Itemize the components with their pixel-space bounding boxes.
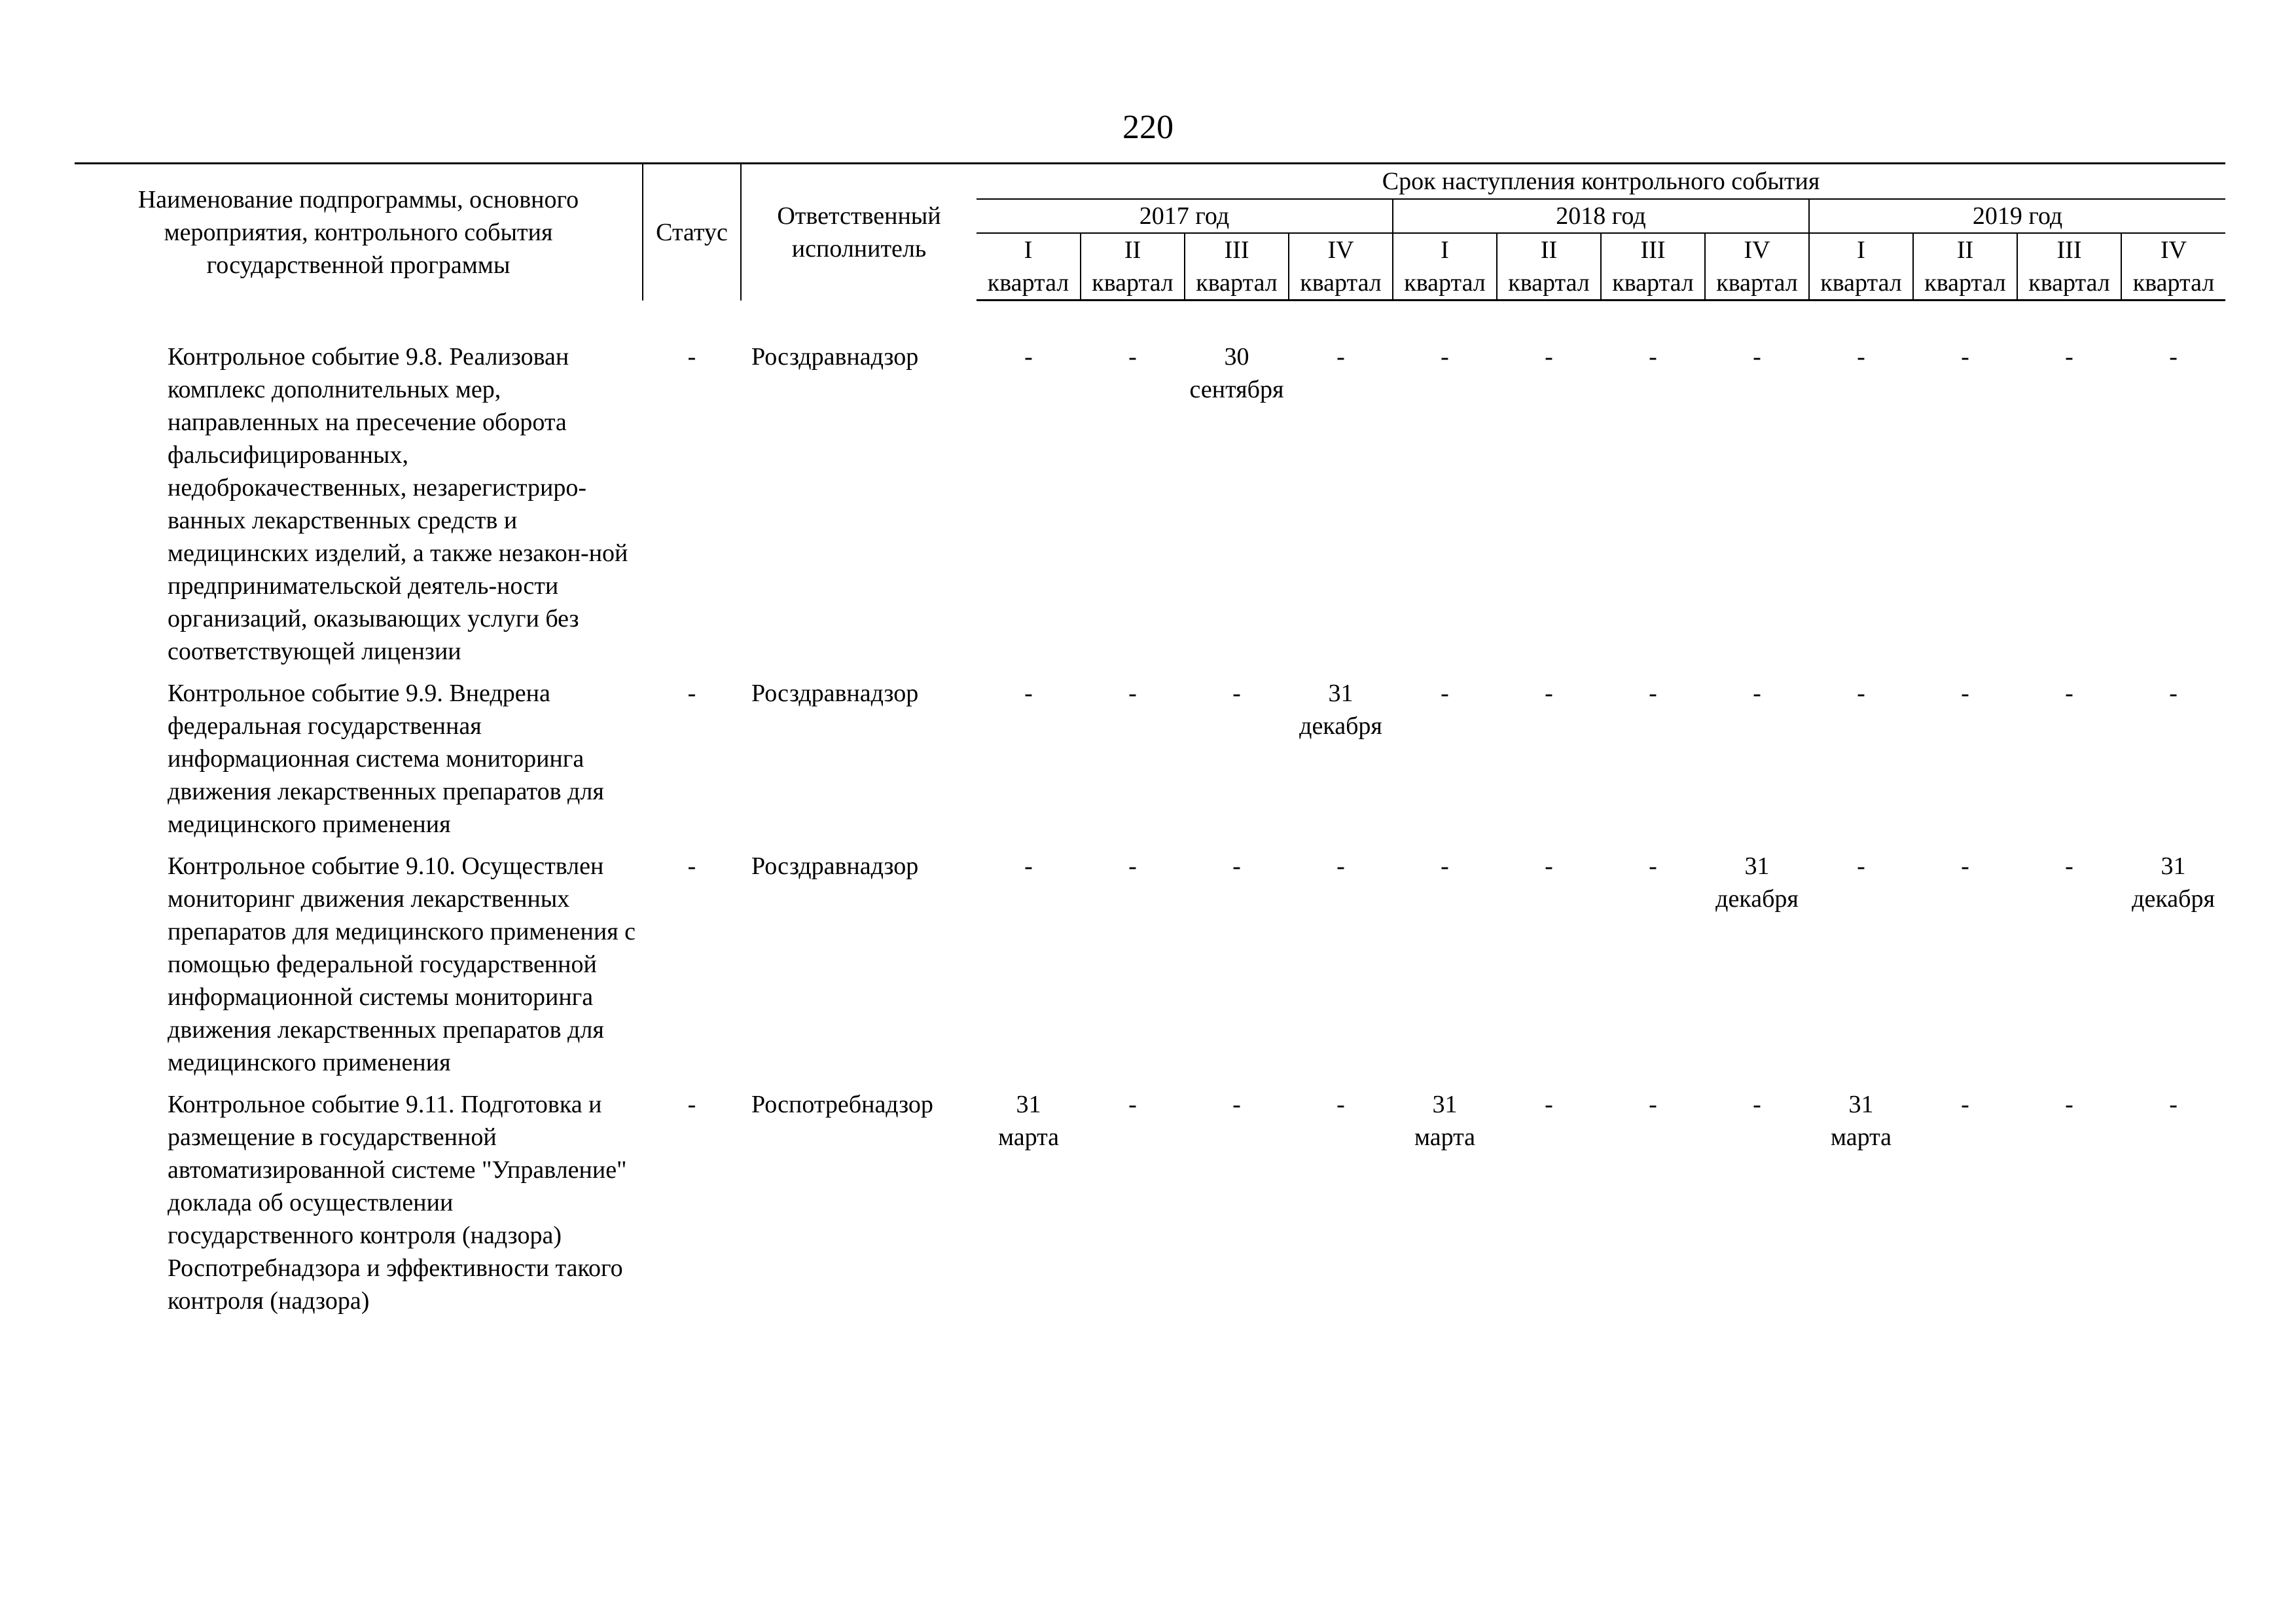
header-quarter-numeral: II xyxy=(1497,233,1601,266)
header-quarter-word: квартал xyxy=(2017,266,2121,301)
quarter-deadline-cell xyxy=(1497,1088,1601,1326)
table-row xyxy=(75,340,2225,677)
header-quarter-word: квартал xyxy=(2121,266,2225,301)
deadline-day: - xyxy=(1649,1091,1657,1118)
deadline-day: - xyxy=(1961,1091,1969,1118)
header-quarter-word: квартал xyxy=(1913,266,2017,301)
deadline-month: марта xyxy=(1830,1123,1892,1151)
deadline-day: - xyxy=(2065,852,2073,880)
deadline-day: - xyxy=(2065,680,2073,707)
deadline-day: - xyxy=(1441,852,1449,880)
event-name: Контрольное событие 9.8. Реализован комплекс дополнительных мер, направленных на пресечение оборота фальсифицированных, недоброкачественных, незарегистриро-ванных лекарственных средств и медицинских изделий, а также незакон-ной предпринимательской деятель-ности организаций, оказывающих услуги без соответствующей лицензии xyxy=(168,343,628,665)
header-year: 2018 год xyxy=(1393,199,1809,233)
header-quarter-numeral: I xyxy=(977,233,1081,266)
deadline-day: - xyxy=(1336,1091,1345,1118)
deadline-day: - xyxy=(1857,852,1865,880)
header-quarter-word: квартал xyxy=(1393,266,1497,301)
quarter-deadline-cell xyxy=(977,1088,1081,1326)
quarter-deadline-cell xyxy=(1497,850,1601,1088)
header-term-column: Срок наступления контрольного события xyxy=(977,164,2225,200)
quarter-deadline-cell xyxy=(1497,677,1601,850)
quarter-deadline-cell xyxy=(1913,340,2017,677)
quarter-deadline-cell xyxy=(977,677,1081,850)
event-status: - xyxy=(687,852,696,880)
deadline-day: - xyxy=(1128,680,1137,707)
quarter-deadline-cell xyxy=(1809,677,1913,850)
deadline-month: марта xyxy=(1414,1123,1476,1151)
header-quarter-numeral: III xyxy=(1601,233,1705,266)
deadline-day: - xyxy=(1753,1091,1761,1118)
deadline-day: - xyxy=(1961,343,1969,371)
table-body xyxy=(75,301,2225,1327)
deadline-day: 31 xyxy=(1744,852,1770,880)
quarter-deadline-cell xyxy=(1393,850,1497,1088)
deadline-day: - xyxy=(2065,343,2073,371)
deadline-day: - xyxy=(2065,1091,2073,1118)
deadline-day: - xyxy=(1753,680,1761,707)
event-name: Контрольное событие 9.10. Осуществлен мониторинг движения лекарственных препаратов для медицинского применения с помощью федеральной государственной информационной системы мониторинга движения лекарственных препаратов для медицинского применения xyxy=(168,852,636,1076)
quarter-deadline-cell xyxy=(1185,677,1289,850)
quarter-deadline-cell xyxy=(1081,677,1185,850)
quarter-deadline-cell xyxy=(1289,850,1393,1088)
event-responsible: Росздравнадзор xyxy=(751,852,919,880)
header-quarter-numeral: IV xyxy=(2160,236,2187,264)
header-quarter-word: квартал xyxy=(1185,266,1289,301)
deadline-day: - xyxy=(1024,852,1033,880)
deadline-day: - xyxy=(1128,1091,1137,1118)
deadline-day: - xyxy=(1545,852,1553,880)
event-responsible: Роспотребнадзор xyxy=(751,1091,933,1118)
deadline-month: сентября xyxy=(1189,376,1284,403)
event-status: - xyxy=(687,343,696,371)
quarter-deadline-cell xyxy=(1393,1088,1497,1326)
deadline-day: - xyxy=(1441,343,1449,371)
deadline-day: 31 xyxy=(1432,1091,1458,1118)
header-year: 2019 год xyxy=(1809,199,2225,233)
quarter-deadline-cell xyxy=(1913,1088,2017,1326)
quarter-deadline-cell xyxy=(2017,340,2121,677)
quarter-deadline-cell xyxy=(1601,850,1705,1088)
quarter-deadline-cell xyxy=(1705,677,1809,850)
quarter-deadline-cell xyxy=(2121,1088,2225,1326)
quarter-deadline-cell xyxy=(1289,677,1393,850)
quarter-deadline-cell xyxy=(1913,677,2017,850)
header-quarter-numeral: IV xyxy=(1289,233,1393,266)
deadline-day: 31 xyxy=(1016,1091,1041,1118)
quarter-deadline-cell xyxy=(1601,340,1705,677)
quarter-deadline-cell xyxy=(1809,1088,1913,1326)
header-quarter-word: квартал xyxy=(1705,266,1809,301)
quarter-deadline-cell xyxy=(1913,850,2017,1088)
header-quarter-word: квартал xyxy=(1289,266,1393,301)
quarter-deadline-cell xyxy=(2017,1088,2121,1326)
deadline-month: декабря xyxy=(2132,885,2215,913)
quarter-deadline-cell xyxy=(2017,677,2121,850)
quarter-deadline-cell xyxy=(1081,340,1185,677)
control-events-table xyxy=(75,162,2225,1326)
header-quarter-word: квартал xyxy=(1601,266,1705,301)
header-status-column: Статус xyxy=(643,164,741,301)
deadline-day: - xyxy=(2169,680,2178,707)
header-quarter-numeral: I xyxy=(1809,233,1913,266)
table-header xyxy=(75,164,2225,301)
quarter-deadline-cell xyxy=(1393,677,1497,850)
quarter-deadline-cell xyxy=(1081,850,1185,1088)
deadline-day: - xyxy=(1232,1091,1241,1118)
event-status: - xyxy=(687,1091,696,1118)
deadline-day: - xyxy=(1024,343,1033,371)
deadline-month: декабря xyxy=(1715,885,1799,913)
table-row xyxy=(75,677,2225,850)
quarter-deadline-cell xyxy=(1497,340,1601,677)
deadline-day: - xyxy=(1232,852,1241,880)
quarter-deadline-cell xyxy=(2121,677,2225,850)
header-responsible-column: Ответственный исполнитель xyxy=(741,164,977,301)
header-quarter-numeral: IV xyxy=(1705,233,1809,266)
quarter-deadline-cell xyxy=(1289,1088,1393,1326)
quarter-deadline-cell xyxy=(2017,850,2121,1088)
deadline-day: 31 xyxy=(2161,852,2186,880)
deadline-day: - xyxy=(1753,343,1761,371)
header-quarter-word: квартал xyxy=(1081,266,1185,301)
deadline-month: марта xyxy=(997,1123,1060,1151)
deadline-day: - xyxy=(1545,1091,1553,1118)
deadline-month: декабря xyxy=(1299,712,1382,740)
quarter-deadline-cell xyxy=(1393,340,1497,677)
table-row xyxy=(75,1088,2225,1326)
header-quarter-numeral: II xyxy=(1913,233,2017,266)
event-name: Контрольное событие 9.9. Внедрена федеральная государственная информационная система мониторинга движения лекарственных препаратов для медицинского применения xyxy=(168,680,604,838)
quarter-deadline-cell xyxy=(1185,850,1289,1088)
deadline-day: 30 xyxy=(1224,343,1249,371)
quarter-deadline-cell xyxy=(2121,850,2225,1088)
event-responsible: Росздравнадзор xyxy=(751,680,919,707)
deadline-day: - xyxy=(1961,680,1969,707)
deadline-day: - xyxy=(1336,852,1345,880)
header-quarter-numeral: III xyxy=(2017,233,2121,266)
deadline-day: - xyxy=(1649,343,1657,371)
header-quarter-word: квартал xyxy=(1809,266,1913,301)
header-quarter-numeral: I xyxy=(1393,233,1497,266)
header-name-column: Наименование подпрограммы, основного мероприятия, контрольного события государственной программы xyxy=(75,164,643,301)
quarter-deadline-cell xyxy=(1289,340,1393,677)
deadline-day: - xyxy=(1649,680,1657,707)
deadline-day: - xyxy=(1857,343,1865,371)
table-row xyxy=(75,850,2225,1088)
event-name: Контрольное событие 9.11. Подготовка и размещение в государственной автоматизированной системе "Управление" доклада об осуществлении государственного контроля (надзора) Роспотребнадзора и эффективности такого контроля (надзора) xyxy=(168,1091,627,1315)
deadline-day: - xyxy=(2169,1091,2178,1118)
deadline-day: 31 xyxy=(1848,1091,1874,1118)
event-status: - xyxy=(687,680,696,707)
quarter-deadline-cell xyxy=(1601,677,1705,850)
deadline-day: - xyxy=(1232,680,1241,707)
deadline-day: - xyxy=(1024,680,1033,707)
deadline-day: - xyxy=(2169,343,2178,371)
header-quarter-numeral: III xyxy=(1185,233,1289,266)
quarter-deadline-cell xyxy=(1081,1088,1185,1326)
quarter-deadline-cell xyxy=(1705,1088,1809,1326)
quarter-deadline-cell xyxy=(1809,850,1913,1088)
page-number: 220 xyxy=(1122,109,1174,146)
deadline-day: - xyxy=(1545,680,1553,707)
header-quarter-numeral: II xyxy=(1081,233,1185,266)
quarter-deadline-cell xyxy=(1185,1088,1289,1326)
deadline-day: - xyxy=(1545,343,1553,371)
deadline-day: - xyxy=(1857,680,1865,707)
deadline-day: - xyxy=(1128,343,1137,371)
deadline-day: 31 xyxy=(1328,680,1354,707)
quarter-deadline-cell xyxy=(977,340,1081,677)
quarter-deadline-cell xyxy=(1601,1088,1705,1326)
header-quarter-word: квартал xyxy=(977,266,1081,301)
quarter-deadline-cell xyxy=(2121,340,2225,677)
deadline-day: - xyxy=(1441,680,1449,707)
header-year: 2017 год xyxy=(977,199,1393,233)
event-responsible: Росздравнадзор xyxy=(751,343,919,371)
deadline-day: - xyxy=(1128,852,1137,880)
deadline-day: - xyxy=(1336,343,1345,371)
quarter-deadline-cell xyxy=(977,850,1081,1088)
deadline-day: - xyxy=(1961,852,1969,880)
deadline-day: - xyxy=(1649,852,1657,880)
header-quarter-word: квартал xyxy=(1497,266,1601,301)
quarter-deadline-cell xyxy=(1809,340,1913,677)
quarter-deadline-cell xyxy=(1705,340,1809,677)
quarter-deadline-cell xyxy=(1705,850,1809,1088)
header-gap xyxy=(75,301,2225,341)
quarter-deadline-cell xyxy=(1185,340,1289,677)
